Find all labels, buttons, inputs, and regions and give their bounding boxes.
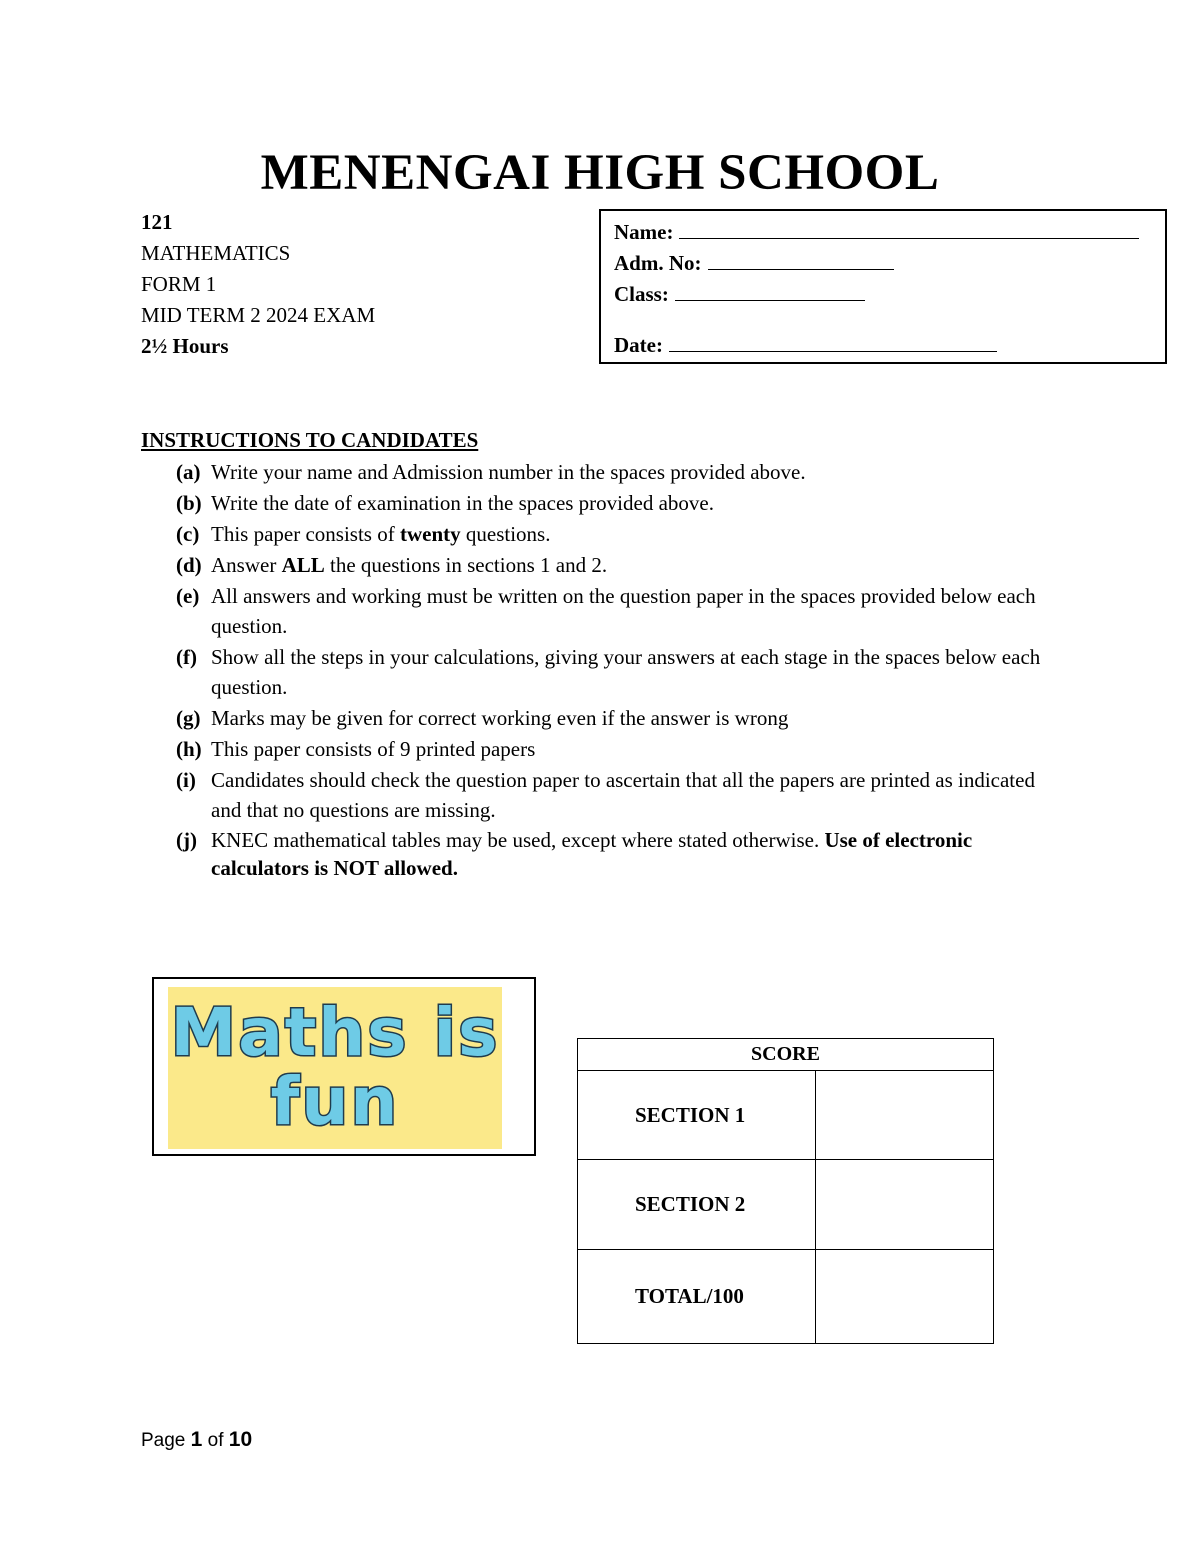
page-number: 1	[190, 1428, 203, 1451]
item-label: (i)	[176, 768, 196, 792]
item-text-bold: ALL	[281, 553, 325, 577]
name-blank[interactable]	[679, 218, 1139, 239]
date-label: Date:	[614, 333, 663, 357]
score-header: SCORE	[578, 1039, 994, 1071]
instructions	[141, 425, 1061, 882]
item-text-pre: This paper consists of	[211, 522, 400, 546]
name-row[interactable]	[614, 217, 1139, 248]
maths-is-fun-logo	[168, 987, 502, 1149]
instruction-item	[141, 703, 1061, 733]
maths-is-fun-logo-art	[168, 987, 502, 1149]
item-label: (j)	[176, 828, 197, 852]
score-label: SECTION 2	[578, 1160, 816, 1250]
score-table	[577, 1038, 994, 1344]
instruction-item	[141, 765, 1061, 825]
item-text: This paper consists of 9 printed papers	[211, 737, 536, 761]
item-label: (e)	[176, 584, 200, 608]
maths-is-fun-logo-frame	[152, 977, 536, 1156]
adm-row[interactable]	[614, 248, 894, 279]
score-cell[interactable]	[816, 1071, 994, 1160]
name-label: Name:	[614, 220, 674, 244]
item-label: (h)	[176, 737, 202, 761]
score-cell[interactable]	[816, 1160, 994, 1250]
paper-code: 121	[141, 210, 173, 234]
page-footer	[141, 1428, 252, 1452]
date-blank[interactable]	[669, 331, 997, 352]
item-label: (g)	[176, 706, 201, 730]
class-label: Class:	[614, 282, 669, 306]
page-total: 10	[228, 1428, 253, 1451]
item-text: Candidates should check the question paper to ascertain that all the papers are printed as indicated and that no questions are missing.	[211, 768, 1035, 822]
instruction-item	[141, 734, 1061, 764]
item-text-post: the questions in sections 1 and 2.	[324, 553, 608, 577]
item-text-pre: KNEC mathematical tables may be used, except where stated otherwise.	[211, 828, 825, 852]
date-row[interactable]	[614, 330, 997, 361]
instruction-item	[141, 488, 1061, 518]
instructions-title: INSTRUCTIONS TO CANDIDATES	[141, 428, 479, 452]
item-label: (b)	[176, 491, 202, 515]
logo-line-1: Maths is	[170, 994, 500, 1071]
score-cell[interactable]	[816, 1250, 994, 1344]
logo-line-2: fun	[270, 1063, 400, 1140]
score-label: SECTION 1	[578, 1071, 816, 1160]
item-text-bold: twenty	[399, 522, 461, 546]
candidate-details-box	[599, 209, 1167, 364]
exam-name: MID TERM 2 2024 EXAM	[141, 303, 376, 327]
item-text: Marks may be given for correct working even if the answer is wrong	[211, 706, 789, 730]
item-text-pre: Answer	[211, 553, 282, 577]
subject: MATHEMATICS	[141, 241, 291, 265]
table-row	[578, 1250, 994, 1344]
instruction-item	[141, 550, 1061, 580]
instruction-item	[141, 826, 1061, 882]
exam-meta	[141, 207, 375, 362]
item-label: (a)	[176, 460, 201, 484]
adm-label: Adm. No:	[614, 251, 702, 275]
instruction-item	[141, 457, 1061, 487]
item-label: (d)	[176, 553, 202, 577]
instruction-item	[141, 519, 1061, 549]
table-row	[578, 1071, 994, 1160]
item-text: Write your name and Admission number in the spaces provided above.	[211, 460, 806, 484]
item-label: (f)	[176, 645, 197, 669]
score-label: TOTAL/100	[578, 1250, 816, 1344]
item-text: All answers and working must be written on the question paper in the spaces provided below each question.	[211, 584, 1036, 638]
item-text: Write the date of examination in the spaces provided above.	[211, 491, 714, 515]
item-text-post: questions.	[460, 522, 551, 546]
duration: 2½ Hours	[141, 334, 229, 358]
instruction-item	[141, 642, 1061, 702]
item-text-bold: Use of electronic calculators is NOT allowed.	[211, 828, 973, 880]
instruction-item	[141, 581, 1061, 641]
adm-blank[interactable]	[708, 249, 894, 270]
item-label: (c)	[176, 522, 200, 546]
form-level: FORM 1	[141, 272, 217, 296]
school-title: MENENGAI HIGH SCHOOL	[260, 145, 940, 201]
page-word: Page	[141, 1430, 186, 1451]
of-word: of	[207, 1430, 224, 1451]
class-row[interactable]	[614, 279, 865, 310]
item-text: Show all the steps in your calculations, giving your answers at each stage in the spaces below each question.	[211, 645, 1041, 699]
table-row	[578, 1160, 994, 1250]
class-blank[interactable]	[675, 280, 865, 301]
